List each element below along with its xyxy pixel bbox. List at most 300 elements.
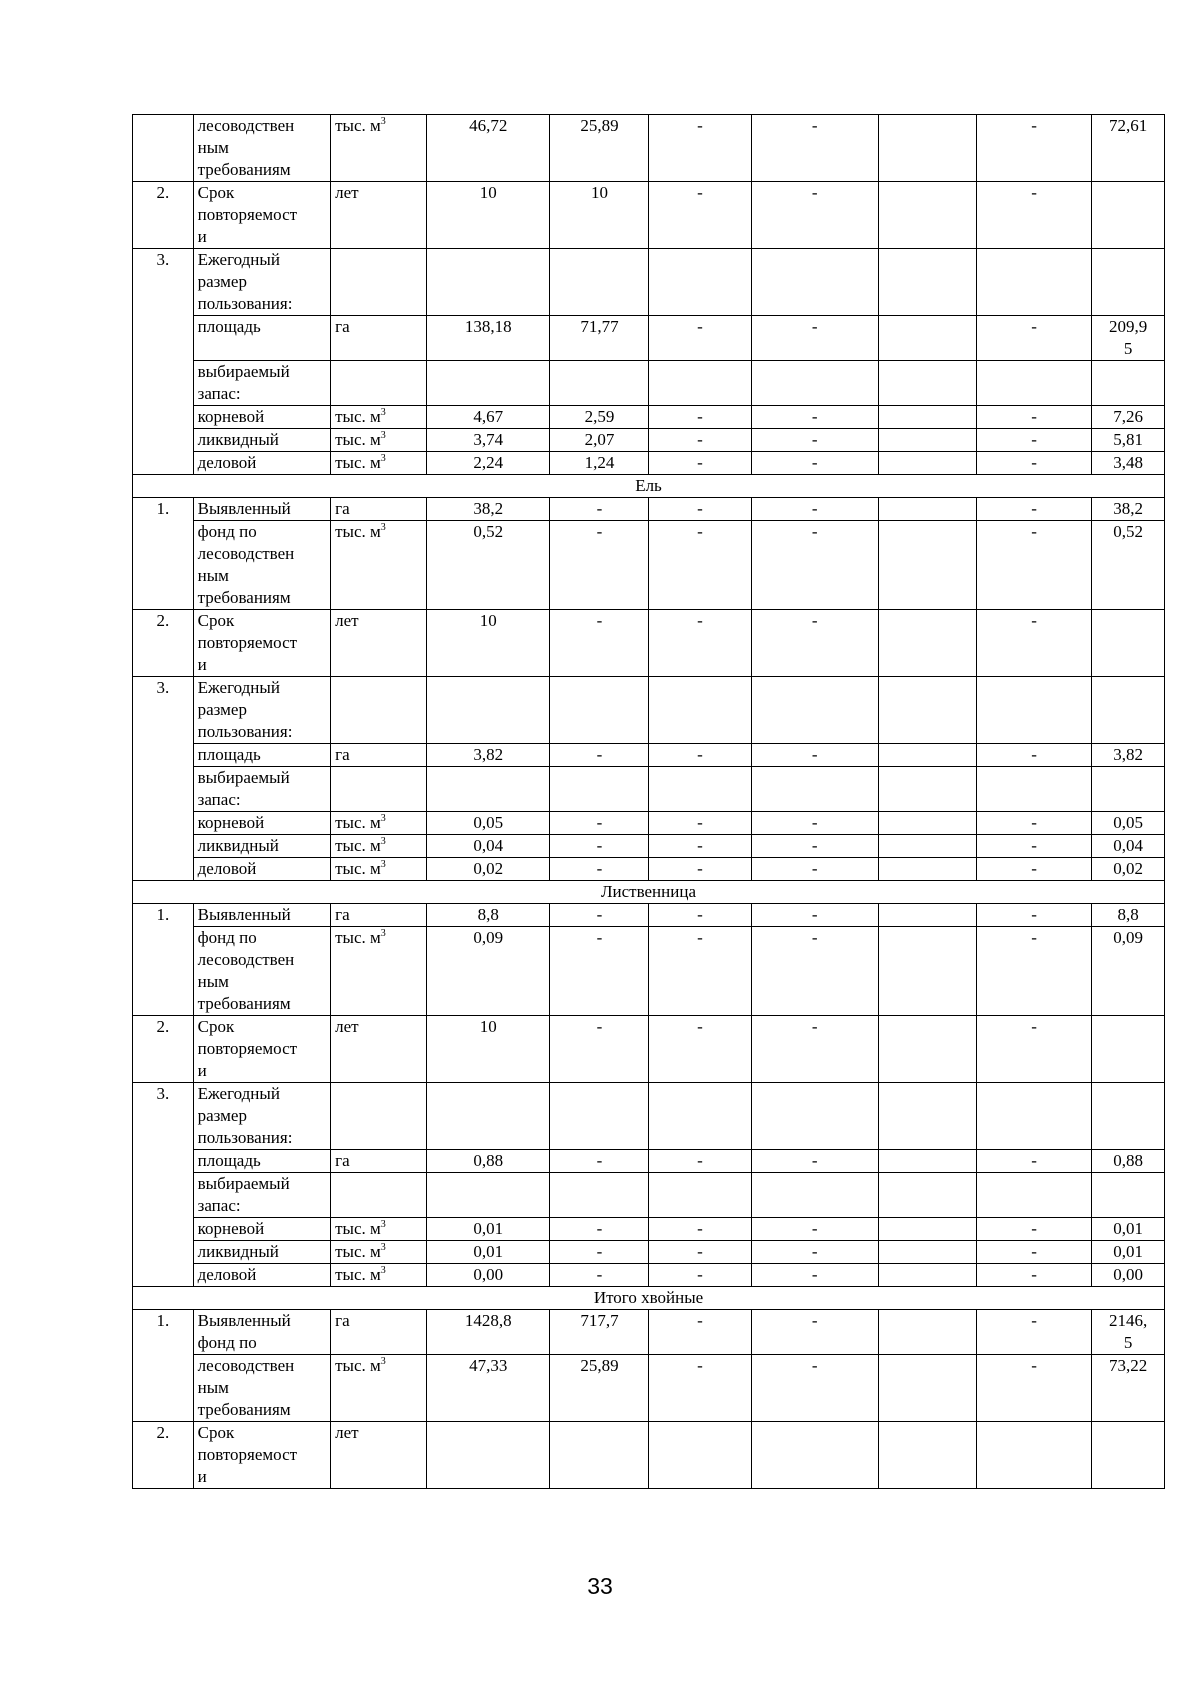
- row-number-cell: [133, 452, 194, 475]
- value-cell: -: [649, 316, 751, 361]
- table-row: [133, 249, 1165, 316]
- value-cell: -: [976, 452, 1091, 475]
- value-cell: -: [751, 1310, 878, 1355]
- section-header-row: [133, 475, 1165, 498]
- value-cell: [751, 1422, 878, 1489]
- value-cell: [878, 835, 976, 858]
- value-cell: 1,24: [550, 452, 649, 475]
- value-cell: -: [649, 1016, 751, 1083]
- value-cell: 10: [427, 610, 550, 677]
- value-cell: -: [550, 1264, 649, 1287]
- value-cell: -: [751, 316, 878, 361]
- total-value-cell: 38,2: [1092, 498, 1165, 521]
- table-row: [133, 498, 1165, 521]
- unit-text: тыс. м: [335, 859, 381, 878]
- total-value-cell: 0,01: [1092, 1241, 1165, 1264]
- value-cell: -: [976, 1355, 1091, 1422]
- value-cell: -: [649, 744, 751, 767]
- value-cell: -: [649, 1241, 751, 1264]
- row-number-cell: [133, 1173, 194, 1218]
- value-cell: [878, 498, 976, 521]
- value-cell: -: [976, 316, 1091, 361]
- value-cell: -: [751, 452, 878, 475]
- row-number-cell: [133, 927, 194, 1016]
- value-cell: [550, 677, 649, 744]
- value-cell: [878, 812, 976, 835]
- value-cell: 4,67: [427, 406, 550, 429]
- row-number-cell: [133, 835, 194, 858]
- unit-superscript: 3: [380, 1356, 386, 1367]
- row-number-cell: [133, 767, 194, 812]
- value-cell: -: [751, 429, 878, 452]
- value-cell: 0,00: [427, 1264, 550, 1287]
- unit-superscript: 3: [380, 813, 386, 824]
- unit-text: га: [335, 1151, 350, 1170]
- row-number-cell: 2.: [133, 610, 194, 677]
- value-cell: 3,74: [427, 429, 550, 452]
- row-number-cell: [133, 744, 194, 767]
- indicator-name-cell: Ежегодный размер пользования:: [193, 677, 330, 744]
- value-cell: -: [751, 521, 878, 610]
- value-cell: [878, 115, 976, 182]
- row-number-cell: 1.: [133, 498, 194, 521]
- value-cell: -: [976, 744, 1091, 767]
- value-cell: -: [751, 812, 878, 835]
- indicator-name-cell: корневой: [193, 1218, 330, 1241]
- value-cell: -: [751, 406, 878, 429]
- row-number-cell: 2.: [133, 182, 194, 249]
- value-cell: -: [751, 858, 878, 881]
- table-row: [133, 452, 1165, 475]
- value-cell: 0,01: [427, 1218, 550, 1241]
- indicator-name-cell: Выявленный фонд по: [193, 1310, 330, 1355]
- unit-text: тыс. м: [335, 407, 381, 426]
- value-cell: [751, 677, 878, 744]
- value-cell: [878, 1083, 976, 1150]
- value-cell: [550, 249, 649, 316]
- value-cell: -: [751, 182, 878, 249]
- total-value-cell: 0,02: [1092, 858, 1165, 881]
- value-cell: -: [649, 521, 751, 610]
- unit-cell: [331, 904, 427, 927]
- unit-text: тыс. м: [335, 430, 381, 449]
- total-value-cell: 2146, 5: [1092, 1310, 1165, 1355]
- value-cell: [649, 1083, 751, 1150]
- value-cell: [649, 1422, 751, 1489]
- value-cell: -: [976, 429, 1091, 452]
- value-cell: 71,77: [550, 316, 649, 361]
- value-cell: 25,89: [550, 1355, 649, 1422]
- value-cell: -: [649, 904, 751, 927]
- value-cell: 0,01: [427, 1241, 550, 1264]
- row-number-cell: [133, 858, 194, 881]
- row-number-cell: [133, 1264, 194, 1287]
- row-number-cell: [133, 1150, 194, 1173]
- unit-cell: [331, 406, 427, 429]
- total-value-cell: [1092, 249, 1165, 316]
- value-cell: -: [976, 610, 1091, 677]
- unit-cell: [331, 115, 427, 182]
- value-cell: [878, 429, 976, 452]
- value-cell: [878, 1422, 976, 1489]
- table-row: [133, 1218, 1165, 1241]
- total-value-cell: 72,61: [1092, 115, 1165, 182]
- value-cell: -: [550, 1218, 649, 1241]
- unit-cell: [331, 1241, 427, 1264]
- row-number-cell: [133, 812, 194, 835]
- value-cell: [550, 361, 649, 406]
- total-value-cell: 3,48: [1092, 452, 1165, 475]
- value-cell: 717,7: [550, 1310, 649, 1355]
- value-cell: [427, 249, 550, 316]
- value-cell: -: [976, 1264, 1091, 1287]
- value-cell: -: [649, 812, 751, 835]
- total-value-cell: 209,9 5: [1092, 316, 1165, 361]
- table-row: [133, 767, 1165, 812]
- unit-cell: [331, 1310, 427, 1355]
- table-row: [133, 361, 1165, 406]
- value-cell: [878, 1016, 976, 1083]
- value-cell: -: [649, 927, 751, 1016]
- value-cell: 46,72: [427, 115, 550, 182]
- table-body: [133, 115, 1165, 1489]
- value-cell: 2,24: [427, 452, 550, 475]
- value-cell: -: [751, 1218, 878, 1241]
- value-cell: [649, 249, 751, 316]
- value-cell: -: [976, 1150, 1091, 1173]
- value-cell: [649, 361, 751, 406]
- row-number-cell: 2.: [133, 1422, 194, 1489]
- unit-superscript: 3: [380, 836, 386, 847]
- unit-text: тыс. м: [335, 1242, 381, 1261]
- unit-cell: [331, 1173, 427, 1218]
- value-cell: -: [751, 1355, 878, 1422]
- value-cell: -: [649, 1150, 751, 1173]
- indicator-name-cell: лесоводствен ным требованиям: [193, 1355, 330, 1422]
- value-cell: [649, 677, 751, 744]
- value-cell: [878, 361, 976, 406]
- value-cell: [878, 182, 976, 249]
- section-title: Ель: [133, 475, 1165, 498]
- unit-cell: [331, 361, 427, 406]
- value-cell: -: [550, 610, 649, 677]
- total-value-cell: 0,09: [1092, 927, 1165, 1016]
- unit-cell: [331, 429, 427, 452]
- value-cell: -: [550, 521, 649, 610]
- value-cell: [649, 1173, 751, 1218]
- value-cell: [878, 858, 976, 881]
- value-cell: 2,07: [550, 429, 649, 452]
- value-cell: [751, 1173, 878, 1218]
- indicator-name-cell: ликвидный: [193, 1241, 330, 1264]
- row-number-cell: [133, 406, 194, 429]
- unit-cell: [331, 1355, 427, 1422]
- value-cell: 25,89: [550, 115, 649, 182]
- value-cell: [976, 677, 1091, 744]
- table-row: [133, 429, 1165, 452]
- total-value-cell: 5,81: [1092, 429, 1165, 452]
- unit-cell: [331, 1150, 427, 1173]
- unit-cell: [331, 1422, 427, 1489]
- total-value-cell: 0,52: [1092, 521, 1165, 610]
- value-cell: [751, 767, 878, 812]
- indicator-name-cell: площадь: [193, 1150, 330, 1173]
- value-cell: -: [550, 858, 649, 881]
- value-cell: -: [751, 498, 878, 521]
- unit-superscript: 3: [380, 453, 386, 464]
- value-cell: 10: [427, 182, 550, 249]
- section-header-row: [133, 1287, 1165, 1310]
- value-cell: -: [649, 406, 751, 429]
- unit-text: лет: [335, 1423, 359, 1442]
- value-cell: -: [751, 610, 878, 677]
- indicator-name-cell: Срок повторяемост и: [193, 610, 330, 677]
- unit-cell: [331, 452, 427, 475]
- value-cell: -: [751, 835, 878, 858]
- value-cell: [878, 1355, 976, 1422]
- row-number-cell: 3.: [133, 1083, 194, 1150]
- table-row: [133, 858, 1165, 881]
- unit-cell: [331, 1218, 427, 1241]
- total-value-cell: [1092, 767, 1165, 812]
- value-cell: -: [976, 498, 1091, 521]
- value-cell: -: [649, 182, 751, 249]
- unit-superscript: 3: [380, 1219, 386, 1230]
- unit-cell: [331, 835, 427, 858]
- value-cell: [976, 1173, 1091, 1218]
- value-cell: 2,59: [550, 406, 649, 429]
- row-number-cell: [133, 115, 194, 182]
- unit-cell: [331, 498, 427, 521]
- value-cell: 47,33: [427, 1355, 550, 1422]
- total-value-cell: [1092, 677, 1165, 744]
- total-value-cell: 8,8: [1092, 904, 1165, 927]
- unit-cell: [331, 182, 427, 249]
- total-value-cell: [1092, 610, 1165, 677]
- section-title: Итого хвойные: [133, 1287, 1165, 1310]
- unit-text: тыс. м: [335, 522, 381, 541]
- row-number-cell: 2.: [133, 1016, 194, 1083]
- value-cell: -: [751, 1016, 878, 1083]
- unit-text: тыс. м: [335, 928, 381, 947]
- total-value-cell: [1092, 1173, 1165, 1218]
- value-cell: [878, 1264, 976, 1287]
- value-cell: -: [751, 115, 878, 182]
- table-row: [133, 610, 1165, 677]
- value-cell: -: [550, 904, 649, 927]
- indicator-name-cell: корневой: [193, 812, 330, 835]
- indicator-name-cell: Ежегодный размер пользования:: [193, 249, 330, 316]
- total-value-cell: 3,82: [1092, 744, 1165, 767]
- total-value-cell: [1092, 361, 1165, 406]
- unit-text: тыс. м: [335, 453, 381, 472]
- value-cell: -: [550, 498, 649, 521]
- table-row: [133, 406, 1165, 429]
- total-value-cell: 73,22: [1092, 1355, 1165, 1422]
- value-cell: -: [976, 904, 1091, 927]
- unit-text: лет: [335, 1017, 359, 1036]
- table-row: [133, 812, 1165, 835]
- indicator-name-cell: корневой: [193, 406, 330, 429]
- unit-text: тыс. м: [335, 116, 381, 135]
- value-cell: [878, 521, 976, 610]
- value-cell: [976, 361, 1091, 406]
- indicator-name-cell: Выявленный: [193, 498, 330, 521]
- row-number-cell: 3.: [133, 249, 194, 316]
- section-title: Лиственница: [133, 881, 1165, 904]
- value-cell: -: [976, 1310, 1091, 1355]
- value-cell: [976, 249, 1091, 316]
- unit-cell: [331, 677, 427, 744]
- total-value-cell: 0,01: [1092, 1218, 1165, 1241]
- unit-cell: [331, 1016, 427, 1083]
- unit-superscript: 3: [380, 430, 386, 441]
- unit-superscript: 3: [380, 1265, 386, 1276]
- unit-superscript: 3: [380, 407, 386, 418]
- value-cell: -: [649, 858, 751, 881]
- value-cell: 1428,8: [427, 1310, 550, 1355]
- unit-cell: [331, 316, 427, 361]
- value-cell: 0,05: [427, 812, 550, 835]
- value-cell: -: [976, 115, 1091, 182]
- value-cell: [878, 1241, 976, 1264]
- unit-cell: [331, 610, 427, 677]
- row-number-cell: 3.: [133, 677, 194, 744]
- value-cell: [751, 361, 878, 406]
- indicator-name-cell: площадь: [193, 744, 330, 767]
- unit-text: га: [335, 499, 350, 518]
- row-number-cell: [133, 1218, 194, 1241]
- value-cell: [976, 767, 1091, 812]
- value-cell: [427, 677, 550, 744]
- indicator-name-cell: площадь: [193, 316, 330, 361]
- total-value-cell: [1092, 1083, 1165, 1150]
- value-cell: -: [976, 1218, 1091, 1241]
- value-cell: -: [976, 1241, 1091, 1264]
- value-cell: [878, 904, 976, 927]
- value-cell: -: [649, 1264, 751, 1287]
- value-cell: -: [550, 1241, 649, 1264]
- value-cell: -: [649, 1218, 751, 1241]
- value-cell: [427, 1083, 550, 1150]
- table-row: [133, 904, 1165, 927]
- unit-text: лет: [335, 611, 359, 630]
- row-number-cell: [133, 361, 194, 406]
- value-cell: [550, 1083, 649, 1150]
- value-cell: -: [976, 406, 1091, 429]
- value-cell: [976, 1422, 1091, 1489]
- indicator-name-cell: Срок повторяемост и: [193, 182, 330, 249]
- value-cell: 0,88: [427, 1150, 550, 1173]
- indicator-name-cell: деловой: [193, 452, 330, 475]
- table-row: [133, 744, 1165, 767]
- value-cell: [751, 1083, 878, 1150]
- value-cell: [878, 744, 976, 767]
- value-cell: [878, 1310, 976, 1355]
- total-value-cell: 0,00: [1092, 1264, 1165, 1287]
- table-row: [133, 927, 1165, 1016]
- total-value-cell: 0,04: [1092, 835, 1165, 858]
- indicator-name-cell: ликвидный: [193, 429, 330, 452]
- value-cell: [878, 406, 976, 429]
- indicator-name-cell: фонд по лесоводствен ным требованиям: [193, 927, 330, 1016]
- indicator-name-cell: выбираемый запас:: [193, 767, 330, 812]
- row-number-cell: [133, 1355, 194, 1422]
- value-cell: [878, 1218, 976, 1241]
- value-cell: 0,09: [427, 927, 550, 1016]
- value-cell: -: [649, 1355, 751, 1422]
- forest-use-table: [132, 114, 1165, 1489]
- value-cell: 3,82: [427, 744, 550, 767]
- table-row: [133, 1150, 1165, 1173]
- indicator-name-cell: Срок повторяемост и: [193, 1422, 330, 1489]
- indicator-name-cell: деловой: [193, 1264, 330, 1287]
- value-cell: [427, 1422, 550, 1489]
- value-cell: [878, 452, 976, 475]
- unit-text: га: [335, 1311, 350, 1330]
- value-cell: 10: [427, 1016, 550, 1083]
- value-cell: 138,18: [427, 316, 550, 361]
- table-row: [133, 1173, 1165, 1218]
- row-number-cell: [133, 316, 194, 361]
- value-cell: [878, 1150, 976, 1173]
- row-number-cell: 1.: [133, 1310, 194, 1355]
- unit-cell: [331, 1083, 427, 1150]
- unit-text: га: [335, 905, 350, 924]
- indicator-name-cell: фонд по лесоводствен ным требованиям: [193, 521, 330, 610]
- total-value-cell: [1092, 182, 1165, 249]
- value-cell: [878, 610, 976, 677]
- value-cell: -: [550, 927, 649, 1016]
- value-cell: -: [976, 1016, 1091, 1083]
- unit-cell: [331, 812, 427, 835]
- value-cell: [649, 767, 751, 812]
- unit-superscript: 3: [380, 116, 386, 127]
- table-row: [133, 1016, 1165, 1083]
- row-number-cell: 1.: [133, 904, 194, 927]
- value-cell: 8,8: [427, 904, 550, 927]
- value-cell: [427, 767, 550, 812]
- unit-text: тыс. м: [335, 1356, 381, 1375]
- unit-text: тыс. м: [335, 1219, 381, 1238]
- table-row: [133, 835, 1165, 858]
- indicator-name-cell: Ежегодный размер пользования:: [193, 1083, 330, 1150]
- unit-cell: [331, 767, 427, 812]
- value-cell: -: [649, 115, 751, 182]
- indicator-name-cell: деловой: [193, 858, 330, 881]
- value-cell: 38,2: [427, 498, 550, 521]
- unit-text: тыс. м: [335, 1265, 381, 1284]
- unit-superscript: 3: [380, 928, 386, 939]
- table-row: [133, 1241, 1165, 1264]
- value-cell: -: [649, 835, 751, 858]
- unit-cell: [331, 249, 427, 316]
- unit-superscript: 3: [380, 1242, 386, 1253]
- value-cell: [550, 767, 649, 812]
- value-cell: [427, 361, 550, 406]
- indicator-name-cell: выбираемый запас:: [193, 1173, 330, 1218]
- table-row: [133, 521, 1165, 610]
- total-value-cell: [1092, 1422, 1165, 1489]
- unit-superscript: 3: [380, 522, 386, 533]
- indicator-name-cell: лесоводствен ным требованиям: [193, 115, 330, 182]
- row-number-cell: [133, 521, 194, 610]
- value-cell: 10: [550, 182, 649, 249]
- value-cell: -: [751, 1150, 878, 1173]
- unit-cell: [331, 744, 427, 767]
- value-cell: -: [649, 429, 751, 452]
- value-cell: [976, 1083, 1091, 1150]
